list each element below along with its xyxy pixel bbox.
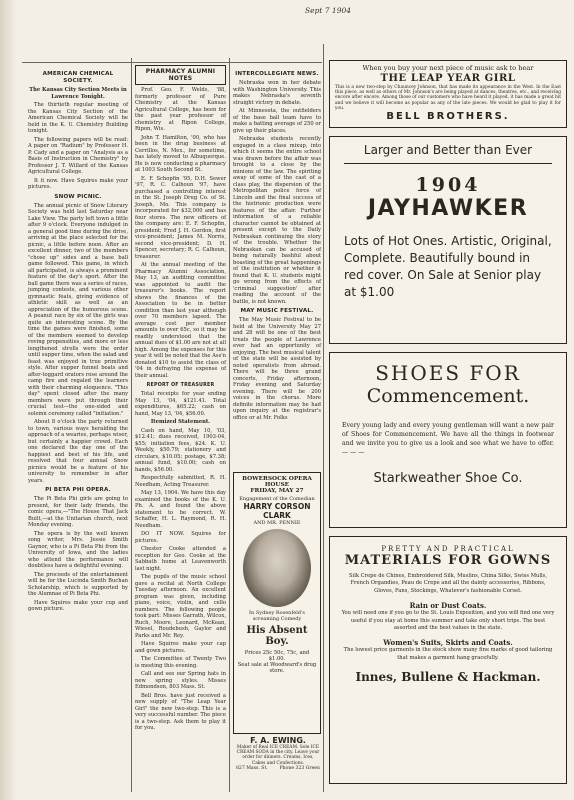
column-rule [131, 58, 132, 792]
shoes-body: Every young lady and every young gentleman will want a new pair of Shoes for Commencement. We have all the things in footwear and we invite you to give us a look and see what we have to offer. — — — [342, 422, 554, 456]
article-paragraph: Prof. Geo. F. Welds, '88, formerly professor of Pure Chemistry at the Kansas Agricultural College, has been for the past year professor of chemistry at Ripon College, Ripon, Wis. [135, 87, 226, 132]
local-item: Bell Bros. have just received a new supply of "The Leap Year Girl" the new two-step. This is a very successful number. The piece is a two-step. Ask them to play it for you. [135, 692, 226, 731]
article-paragraph: The annual picnic of Snow Literary Society was held last Saturday near Lake View. The party left town a little after 9 o'clock. Everyone indulged in a general good time during the drive, arriving at the place selected for the picnic, a little before noon. After an excellent dinner, two of the members "chose up" sides and a base ball game followed. This game, in which all partcipated, is always a prominent feature of the day's sport. After the ball game there was a series of races, jumping contests, and various other gymnastic feats, giving evidence of athletic skill as well as an appreciation of the humorous scene. A peanut race by six of the girls was quite an interesting scene. By the time the games were finished, some of the members seemed to develop roving propensities, and more or less lengthened strolls were the order until supper time, when the salad and feast was enjoyed in true primitive style. After supper funnel boats and after-toggard orators rose around the camp fire and regaled the learners with their charming eloquence. "This day" spent closed after the many members were put through their crucial test—the one-sided and solemn ceremony called "initiation." [28, 202, 128, 417]
article-paragraph: The thirtieth regular meeting of the Kansas City Section of the American Chemical Society will be held in the K. U. Chemistry Building tonight. [28, 102, 128, 134]
bell-intro: When you buy your next piece of music ask to hear [362, 64, 534, 72]
subhead-chemical: The Kansas City Section Meets in Lawrence Tonight. [29, 87, 127, 100]
column-2 [135, 65, 226, 734]
venue-name: BOWERSOCK OPERA HOUSE [242, 476, 312, 488]
headline-intercollegiate: INTERCOLLEGIATE NEWS. [235, 71, 319, 77]
shoes-store-name: Starkweather Shoe Co. [373, 471, 523, 486]
jayhawker-tagline: Larger and Better than Ever [344, 143, 552, 164]
local-item: The pupils of the music school gave a recital at North College Tuesday afternoon. An excellent program was given, including piano, voice, violin, and cello numbers. The following people took part: Misses Garrath, Wilcox, Ruch, Moore, Leonard, McKean, Wiesel, Roudebush, Gaylor and Parks and Mr. Rey. [135, 574, 226, 639]
bell-song-title: THE LEAP YEAR GIRL [380, 73, 516, 84]
play-title: His Absent Boy. [246, 625, 308, 647]
notice-line: It it now. Have Squires make your pictures. [28, 177, 128, 190]
ewing-phone: Phone 323 Green [279, 766, 320, 772]
bell-description: This is a new two-step by Chauncey Johnson, that has made its appearance in the West. In the East this piece, as well as others of Mr. Johnson's are being played at dances, theatres, etc., and receiving encore after encore. Among those of our customers who have heard it played, it has made a great hit and we believe it will become as popular as any of the late pieces. We would be glad to play it for you. [335, 85, 561, 111]
handwritten-date: Sept 7 1904 [305, 6, 352, 15]
suits-heading: Women's Suits, Skirts and Coats. [383, 638, 513, 648]
jayhawker-title: JAYHAWKER [367, 196, 529, 221]
shoes-title-1: SHOES FOR [375, 361, 521, 385]
scan-edge-shadow [0, 0, 16, 800]
article-paragraph: The May Music Festival to be held at the University May 27 and 28 will be one of the best treats the people of Lawrence ever had an opportunity of enjoying. The best musical talent of the state will be assisted by noted operatists from abroad. There will be three grand concerts, Friday afternoon, Friday evening and Saturday evening. There will be 200 voices in the chorus. More definite information may be had upon inquiry at the registrar's office or at Mr. Folks [233, 317, 321, 421]
gowns-top-line: PRETTY AND PRACTICAL [381, 545, 515, 553]
seat-sale: Seat sale at Woodward's drug store. [237, 662, 317, 674]
ewing-address: 827 Mass. St. [236, 766, 268, 772]
article-paragraph: May 13, 1904. We have this day examined the books of the K. U. Ph. A. and found the above statement to be correct. W. Schaffer, H. L. Raymond, R. H. Needham. [135, 490, 226, 529]
headline-treasurer-report: REPORT OF TREASURER [146, 383, 215, 388]
gowns-title: MATERIALS FOR GOWNS [344, 553, 552, 568]
local-item: Have Squires make your cap and gown pictures. [135, 641, 226, 654]
article-paragraph: The opera is by the well known song writer, Mrs. Jessie Smith Gaynor, who is a Pi Beta Phi from the University of Iowa, and the ladies who attend the performance will doubtless have a delightful evening. [28, 530, 128, 569]
actor-portrait-image [243, 529, 311, 607]
coats-heading: Rain or Dust Coats. [409, 601, 487, 611]
headline-music-festival: MAY MUSIC FESTIVAL. [240, 308, 314, 314]
article-paragraph: John T. Hamilton, '00, who has been in the drug business at Cerrillos, N. Mex., for sometime, has lately moved to Albuquerque. He is now conducting a pharmacy at 1003 South Second St. [135, 134, 226, 173]
top-rule [22, 62, 322, 63]
article-paragraph: Total receipts for year ending May 13, '04, $121.41. Total expenditures, $65.22; cash on hand, May 13, '04, $56.00. [135, 391, 226, 417]
article-paragraph: Nebraska students recently engaged in a class mixup, into which it seems the entire school was drawn before the affair was brought to a close by the minions of the law. The spiriting away of some of the cast of a class play, the dispersion of the Metropolitan police force of Lincoln and the final success of the histrionic production were features of the affair. Further information of a reliable character cannot be obtained at present except to the Daily Nebraskan continuing the story of the trouble. Whether the Nebraskan can be accused of being naturally bashful about boasting of the great happenings of the institution or whether it found that K. U. students might go wrong from the effects of 'criminal suggestion' after reading the account of the battle, is not known. [233, 136, 321, 305]
article-paragraph: At Minnesota, the outfielders of the base ball team have to make a batting average of 250 or give up their places. [233, 108, 321, 134]
local-item: Chester Cooke attended a reception for Geo. Cooke at the Sabbath home at Leavenworth last night. [135, 546, 226, 572]
ewing-name: F. A. EWING. [250, 736, 306, 745]
subhead-itemized: Itemized Statement. [150, 419, 211, 425]
photo-caption: In Sydney Rosenfeld's screaming Comedy [249, 610, 305, 622]
column-rule [323, 44, 324, 792]
ewing-text: Maker of Real ICE CREAM. Sole ICE CREAM SODA in the city. Leave your order for dinners. Creams, Ices, Cakes and Confections. [236, 744, 320, 766]
star-name: HARRY CORSON CLARK [243, 502, 311, 520]
gowns-body-2: You will need one if you go to the St. Louis Exposition, and you will find one very useful if you stay at home this summer and take only short trips. The best assorted and the best values in the state. [341, 610, 555, 632]
article-paragraph: At the annual meeting of the Pharmacy Alumni Association, May 13, an auditing committee was appointed to audit the treasurer's books. The report shows the finances of the Association to be in better condition than last year although over 70 members lapsed. The average cost per member amounts to over 65c, so it may be readily understood that the annual dues of $1.00 are not at all high. Among the expenses for this year it will be noted that the Ass'n donated $10 to assist the class of '04 in defraying the expense of their annual. [135, 262, 226, 379]
headline-chemical-society: AMERICAN CHEMICAL SOCIETY. [42, 71, 114, 84]
bell-store-name: BELL BROTHERS. [386, 111, 510, 123]
local-item: Call and see our Spring hats in new spring styles. Misses Edmondson, 803 Mass. St. [135, 671, 226, 690]
gowns-body-3: The lowest price garments in the stock show many fine marks of good tailoring that makes a garment hang gracefully. [343, 647, 553, 661]
ticket-prices: Prices 25c 50c, 75c, and $1.00. [244, 650, 310, 662]
headline-pharmacy-notes: PHARMACY ALUMNI NOTES [135, 65, 226, 85]
notice-line: Have Squires make your cup and gown picture. [28, 599, 128, 612]
shoes-title-2: Commencement. [366, 385, 530, 407]
shoes-ad [329, 352, 567, 528]
article-paragraph: Cash on hand, May 10, '03, $12.41; dues received, 1903-04, $55; initiation fees, $24. K. U. Weekly, $50.79; stationery and circulars, $10.05; postage, $7.38; annual fund, $10.00; cash on hands, $56.00. [135, 427, 226, 473]
show-date: FRIDAY, MAY 27 [250, 488, 304, 494]
bell-brothers-ad [329, 60, 567, 128]
article-paragraph: The following papers will be read: A paper on "Radium" by Professor H. P. Cady and a paper on "Analysis as a Basis of Instruction in Chemistry" by Professor J. T. Willard of the Kansas Agricultural College. [28, 136, 128, 175]
column-3 [233, 68, 321, 423]
notice-line: DO IT NOW. Squires for pictures. [135, 531, 226, 544]
article-paragraph: Respectfully submitted, R. H. Needham, Acting Treasurer. [135, 475, 226, 488]
article-paragraph: About 8 o'clock the party returned to town, various ways heralding the approach of a wearies, perhaps wiser, but certainly a happier crowd. Each one declared the day one of the happiest and best of his life, and resolved that four annual Snow picnics would be a feature of his university to remember in after years. [28, 419, 128, 484]
gowns-body-1: Silk Crepe de Chines, Embroidered Silk, Muslins, China Silks, Swiss Mulls, French Organdies, Peau de Crepe and all the dainty accessories, Ribbons, Gloves, Fans, Stockings, Whatever's fashionable Corset. [349, 573, 547, 594]
ewing-ad [236, 738, 320, 773]
article-paragraph: The Pi Beta Phi girls are going to present, for their lady friends, the comic opera,—"The House That Jack Built,—at the Unitarian church, next Monday evening. [28, 496, 128, 528]
headline-pi-beta-phi: PI BETA PHI OPERA. [45, 487, 111, 493]
engagement-line: Engagement of the Comedian [239, 496, 315, 502]
gowns-store-name: Innes, Bullene & Hackman. [355, 670, 541, 685]
headline-snow-picnic: SNOW PICNIC. [54, 193, 102, 200]
article-paragraph: The proceeds of the entertainment will be for the Lucinda Smith Buchan Scholarship, which is supported by the Alumnae of Pi Beta Phi. [28, 571, 128, 597]
column-1 [28, 68, 128, 615]
column-rule [229, 58, 230, 792]
theater-ad [233, 472, 321, 734]
gowns-ad [329, 536, 567, 784]
article-paragraph: Nebraska won in her debate with Washington University. This makes Nebraska's seventh straight victory in debate. [233, 80, 321, 106]
jayhawker-ad [329, 136, 567, 344]
article-paragraph: E. F. Schopfin '95, D.H. Sewer '97, R. C. Calhoun '97, have purchased a controlling interest in the St. Joseph Drug Co. of St. Joseph, Mo. This company is incorporated for $32,000 and has four stores. The new officers of the company are: E. F. Schopfin, president; Fred J. H. Gordon, first vice-president; James M. Norris, second vice-president; D. H. Spencer, secretary; R. C. Calhoun, treasurer. [135, 175, 226, 260]
jayhawker-body: Lots of Hot Ones. Artistic, Original, Complete. Beautifully bound in red cover. On Sale at Senior play at $1.00 [344, 234, 552, 299]
jayhawker-year: 1904 [415, 174, 481, 196]
local-item: The Committee of Twenty Two is meeting this evening. [135, 656, 226, 669]
costar-line: AND MR. PENNIE [253, 520, 301, 526]
